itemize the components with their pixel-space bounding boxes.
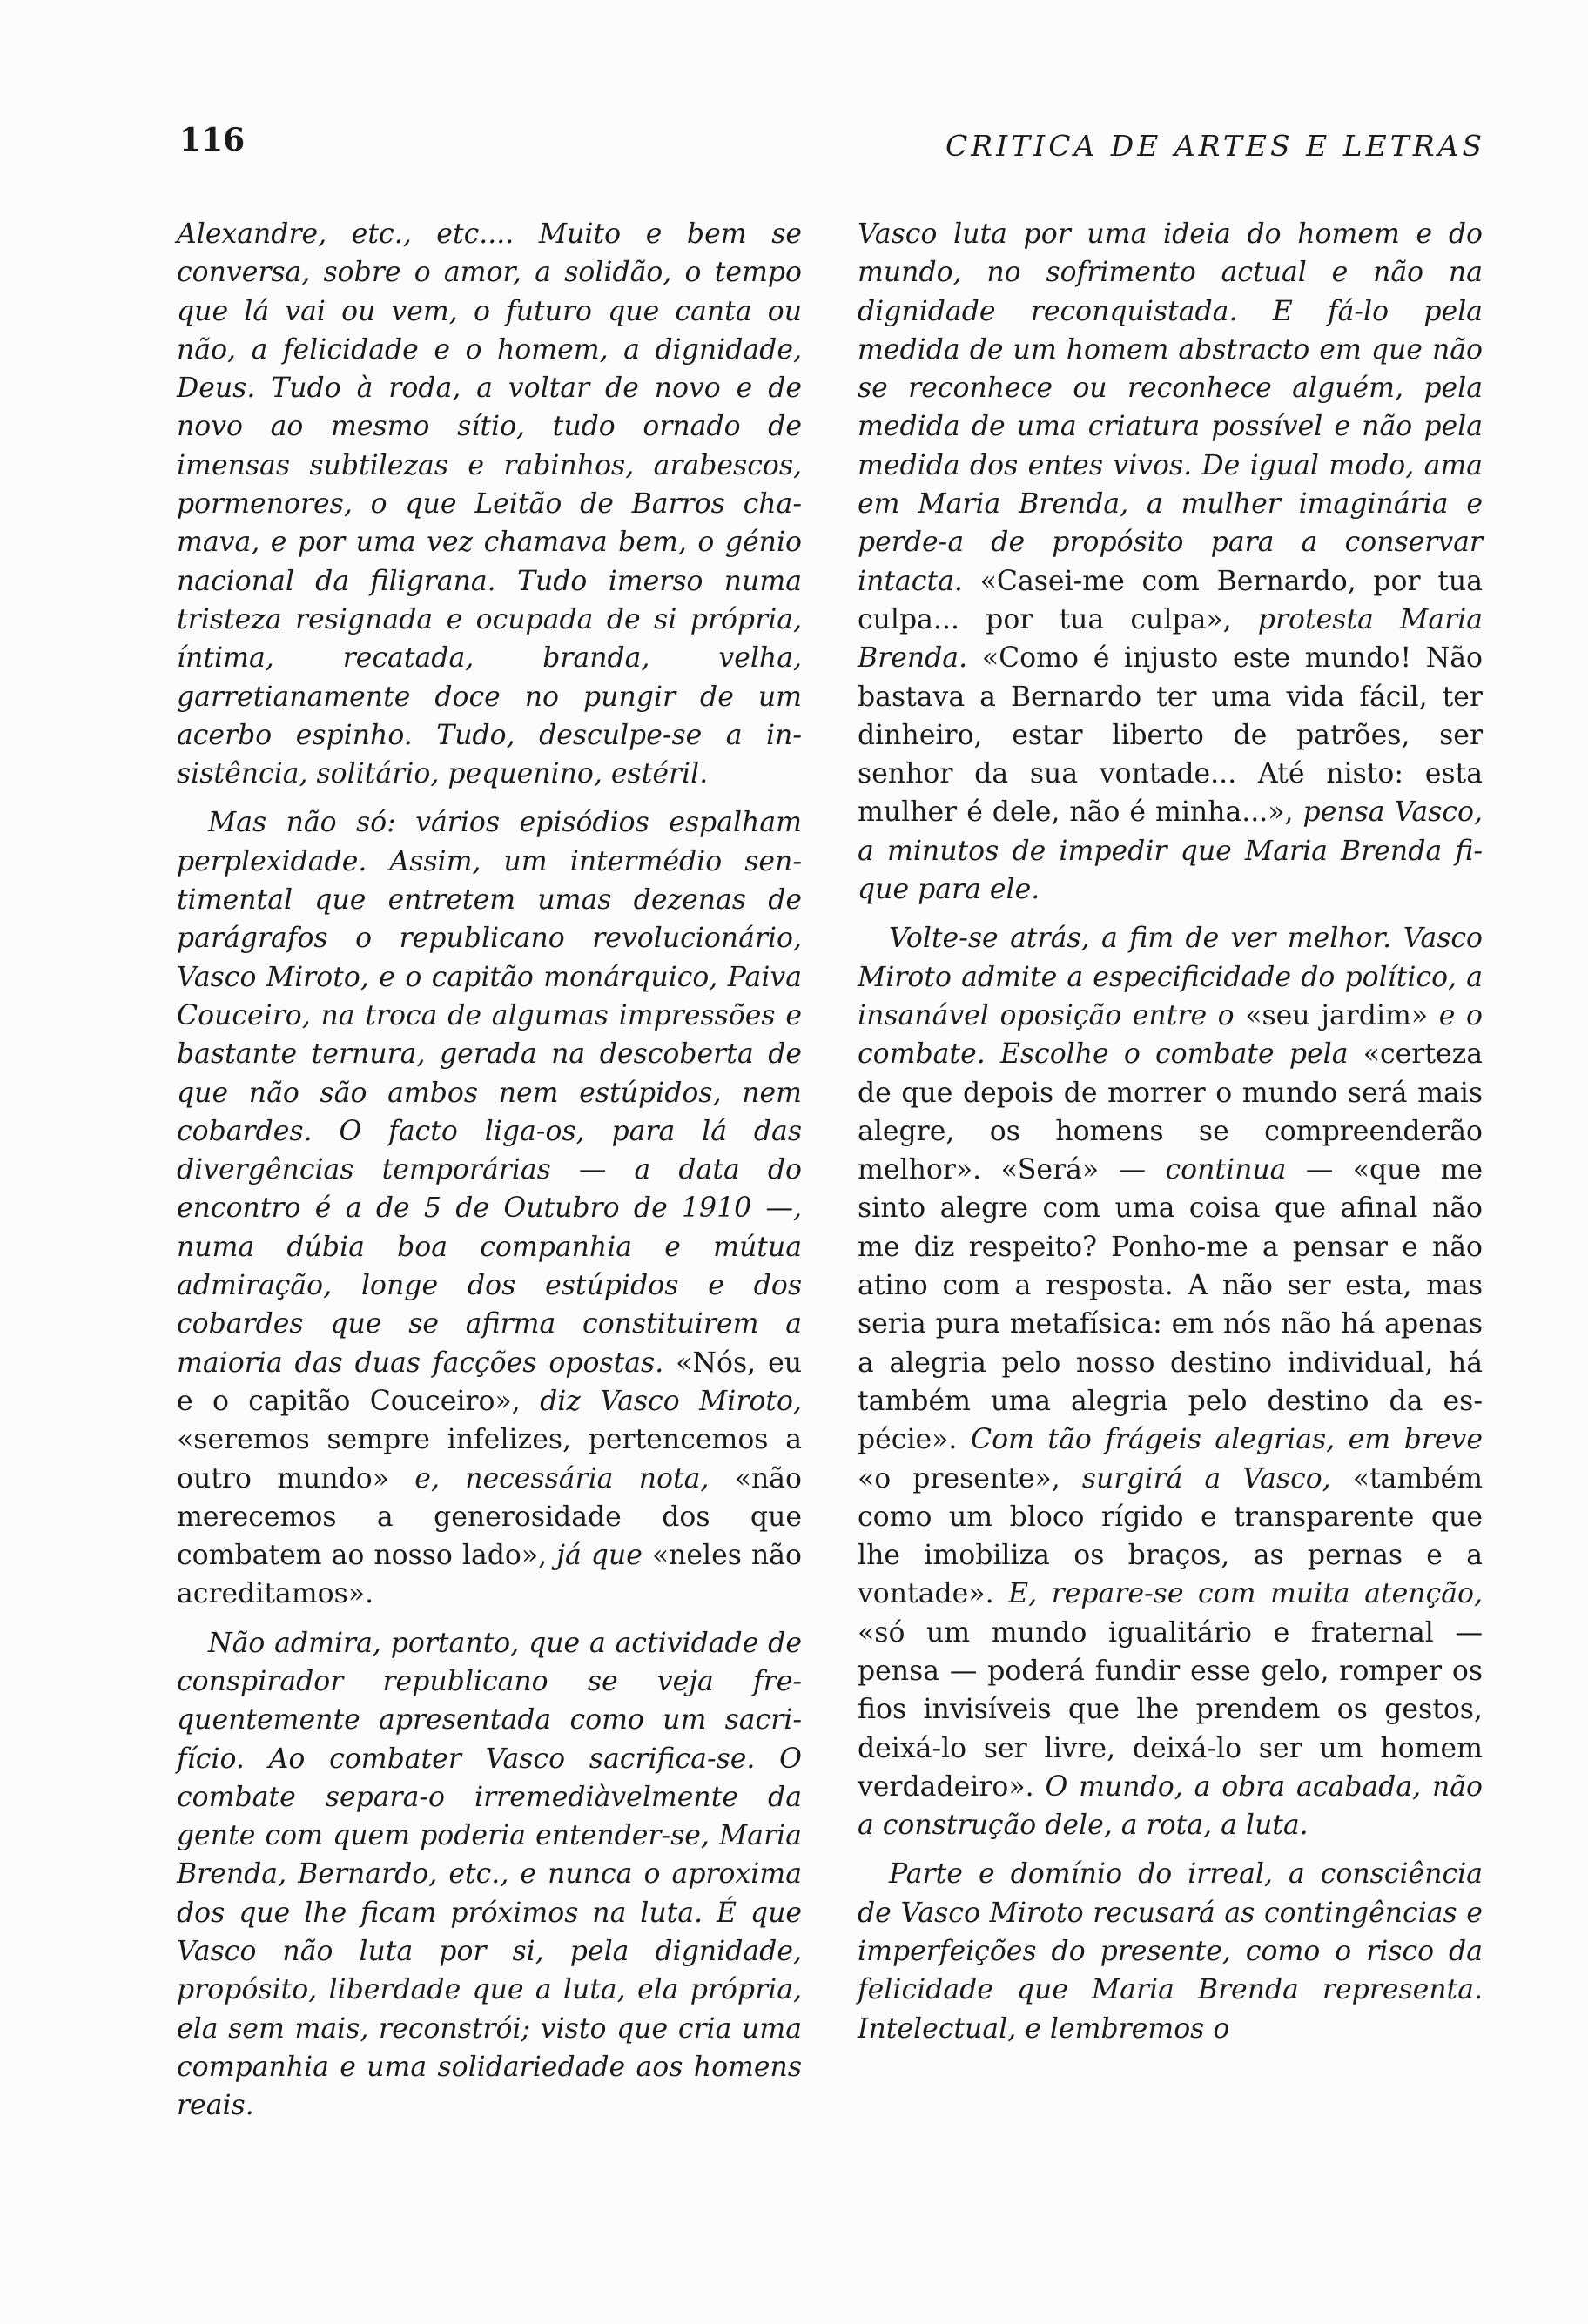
text-run: Mas não só: vários episódios espalham perplexidade. Assim, um intermédio sentimental que entretem umas dezenas de parágrafos o republicano revolucionário, Vasco Miroto, e o capitão monárquico, Paiva Couceiro, na troca de algumas impressões e bastante ternura, gerada na descoberta de que não são ambos nem estúpidos, nem cobardes. O facto liga-os, para lá das divergências temporárias — a data do encontro é a de 5 de Outubro de 1910 —, numa dúbia boa companhia e mútua admiração, longe dos estúpidos e dos cobardes que se afirma constituirem a maioria das duas facções opostas. xyxy=(177,807,802,1379)
paragraph xyxy=(858,1855,1483,2047)
quotation: «o presente», xyxy=(858,1462,1060,1494)
quotation: «certeza de que depois de morrer o mundo será mais alegre, os homens se compreenderão melhor». «Será» xyxy=(858,1038,1483,1186)
text-run: O mundo, a obra acabada, não a construção dele, a rota, a luta. xyxy=(858,1770,1483,1842)
right-column xyxy=(858,215,1483,2059)
text-run: Vasco luta por uma ideia do homem e do mundo, no sofrimento actual e não na dignidade reconquistada. E fá-lo pela medida de um homem abstracto em que não se reconhece ou reconhece alguém, pela medida de uma criatura possível e não pela medida dos entes vivos. De igual modo, ama em Maria Brenda, a mulher imaginária e perde-a de propósito para a conservar intacta. xyxy=(858,218,1483,597)
text-run: já que xyxy=(547,1540,652,1572)
text-run: e, necessária nota, xyxy=(389,1462,735,1494)
paragraph xyxy=(177,803,802,1613)
quotation: «seremos sempre infelizes, pertencemos a outro mundo» xyxy=(177,1424,802,1494)
text-run: pensa Vasco, a minutos de impedir que Maria Brenda fique para ele. xyxy=(858,796,1483,906)
page-number: 116 xyxy=(179,122,246,158)
running-title: CRITICA DE ARTES E LETRAS xyxy=(945,129,1485,163)
paragraph xyxy=(177,1624,802,2126)
text-run: E, repare-se com muita atenção, xyxy=(993,1578,1483,1610)
quotation: «Nós, eu e o capitão Couceiro», xyxy=(177,1347,802,1417)
text-run: Volte-se atrás, a fim de ver melhor. Vasco Miroto admite a especificidade do político, a insanável oposição entre o xyxy=(858,923,1483,1031)
text-run: e o combate. Escolhe o combate pela xyxy=(858,999,1483,1071)
text-run: — continua — xyxy=(1099,1154,1353,1186)
text-run: Não admira, portanto, que a actividade de conspirador republicano se veja frequentemente apresentada como um sacrifício. Ao combater Vasco sacrifica-se. O combate separa-o irremediàvelmente da gente com quem poderia entender-se, Maria Brenda, Bernardo, etc., e nunca o aproxima dos que lhe ficam próximos na luta. É que Vasco não luta por si, pela dignidade, propósito, liberdade que a luta, ela própria, ela sem mais, reconstrói; visto que cria uma companhia e uma solidariedade aos homens reais. xyxy=(177,1627,802,2122)
text-run: Parte e domínio do irreal, a consciência de Vasco Miroto recusará as contingências e imperfeições do presente, como o risco da felicidade que Maria Brenda representa. Intelectual, e lembremos o xyxy=(858,1858,1483,2045)
quotation: «que me sinto alegre com uma coisa que afinal não me diz respeito? Ponho-me a pensar e não atino com a resposta. A não ser esta, mas seria pura metafísica: em nós não há apenas a alegria pelo nosso destino individual, há também uma alegria pelo destino da espécie». xyxy=(858,1154,1484,1456)
quotation: «não merecemos a generosidade dos que combatem ao nosso lado», xyxy=(177,1462,802,1572)
text-run: protesta Maria Brenda. xyxy=(858,603,1484,675)
quotation: «só um mundo igualitário e fraternal — pensa — poderá fundir esse gelo, romper os fios invisíveis que lhe prendem os gestos, deixá-lo ser livre, deixá-lo ser um homem verdadeiro». xyxy=(858,1616,1483,1803)
quotation: «seu jardim» xyxy=(1245,999,1429,1031)
quotation: «neles não acreditamos». xyxy=(177,1540,802,1610)
quotation: «Como é injusto este mundo! Não bastava a Bernardo ter uma vida fácil, ter dinheiro, estar liberto de patrões, ser senhor da sua vontade... Até nisto: esta mulher é dele, não é minha...», xyxy=(858,642,1484,829)
paragraph xyxy=(177,215,802,793)
quotation: «também como um bloco rígido e transparente que lhe imobiliza os braços, as pernas e a vontade». xyxy=(858,1462,1483,1610)
quotation: «Casei-me com Bernardo, por tua culpa... por tua culpa», xyxy=(858,565,1483,635)
left-column xyxy=(177,215,802,2136)
text-run: Alexandre, etc., etc.... Muito e bem se conversa, sobre o amor, a solidão, o tempo que lá vai ou vem, o futuro que canta ou não, a felicidade e o homem, a dignidade, Deus. Tudo à roda, a voltar de novo e de novo ao mesmo sítio, tudo ornado de imensas subtilezas e rabinhos, arabescos, pormenores, o que Leitão de Barros chamava, e por uma vez chamava bem, o génio nacional da filigrana. Tudo imerso numa tristeza resignada e ocupada de si própria, íntima, recatada, branda, velha, garretianamente doce no pungir de um acerbo espinho. Tudo, desculpe-se a insistência, solitário, pequenino, estéril. xyxy=(177,218,802,790)
paragraph xyxy=(858,215,1483,909)
paragraph xyxy=(858,919,1483,1844)
text-run: surgirá a Vasco, xyxy=(1060,1462,1353,1494)
text-run: Com tão frágeis alegrias, em breve xyxy=(957,1424,1483,1456)
text-run: diz Vasco Miroto, xyxy=(520,1385,802,1417)
